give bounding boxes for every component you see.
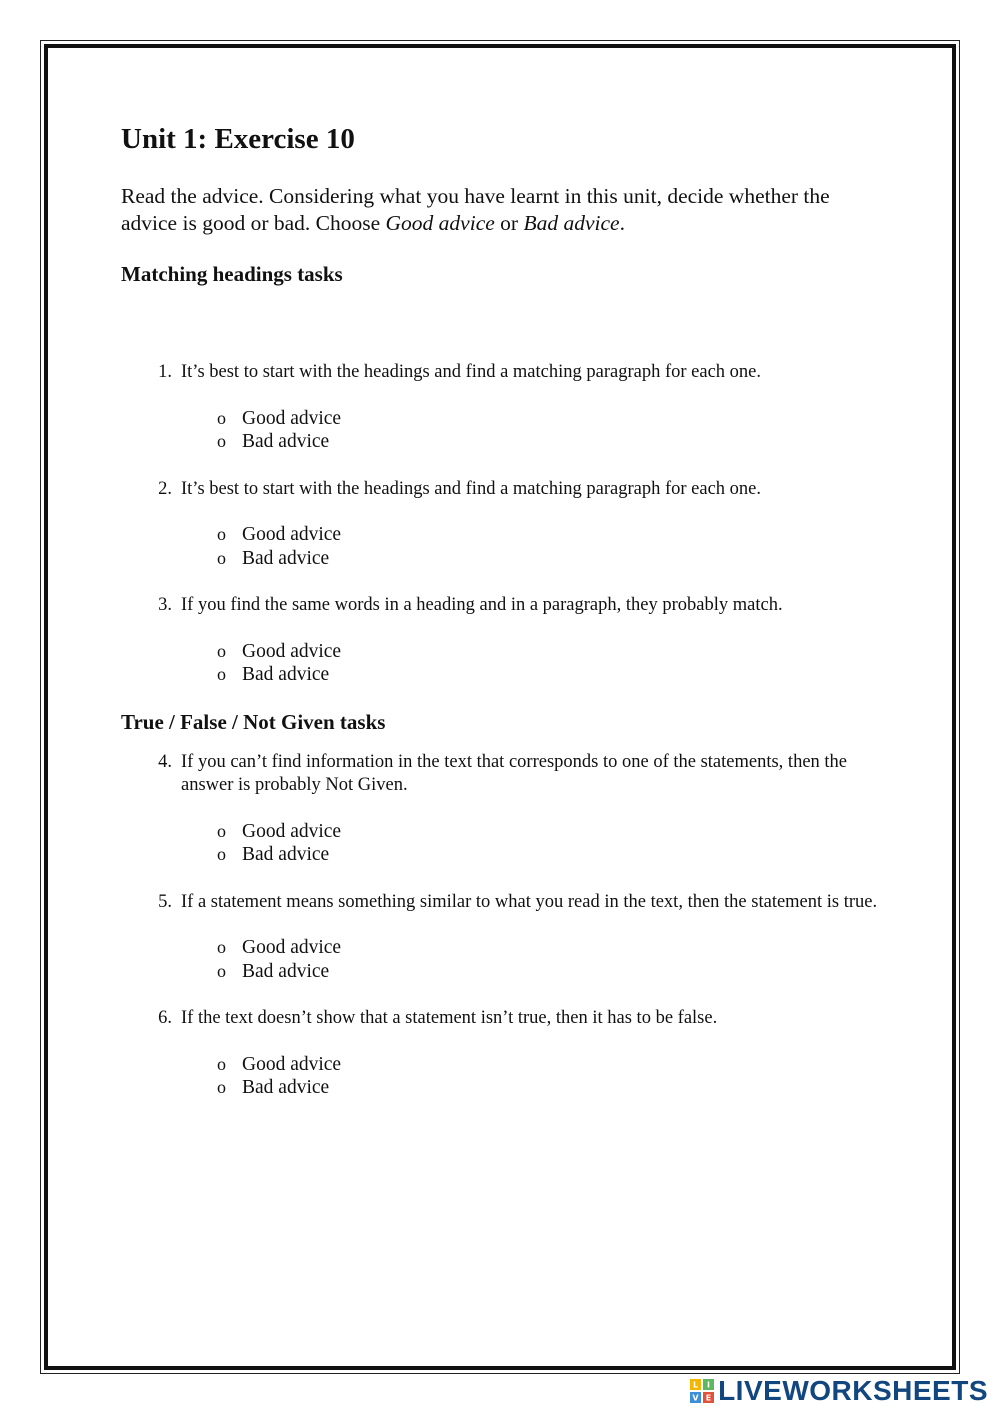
option-good-advice[interactable] [121,820,891,844]
liveworksheets-logo-icon [690,1379,714,1403]
radio-bullet-icon[interactable]: o [217,407,226,428]
option-bad-advice[interactable] [121,843,891,867]
option-label: Good advice [242,407,342,429]
instructions-bad-advice: Bad advice [523,211,620,235]
radio-bullet-icon[interactable]: o [217,431,226,451]
instructions-or: or [494,211,524,235]
question-list-matching [121,361,891,687]
question-item [121,361,891,454]
question-number: 6. [158,1008,172,1028]
question-number: 3. [158,595,172,615]
option-good-advice[interactable] [121,407,891,431]
question-number: 4. [158,751,172,772]
section-heading-true-false: True / False / Not Given tasks [121,709,386,734]
svg-text:I: I [707,1380,711,1390]
page-title: Unit 1: Exercise 10 [121,123,355,155]
question-number: 1. [158,362,172,382]
radio-bullet-icon[interactable]: o [217,1077,226,1097]
radio-bullet-icon[interactable]: o [217,524,226,544]
answer-options [121,820,891,867]
radio-bullet-icon[interactable]: o [217,1053,226,1074]
section-heading-matching: Matching headings tasks [121,262,343,286]
question-list-true-false [121,751,891,1100]
watermark-text: LIVEWORKSHEETS [718,1375,988,1406]
option-label: Good advice [242,820,342,842]
question-number: 2. [158,478,172,499]
radio-bullet-icon[interactable]: o [217,844,226,864]
answer-options [121,523,891,570]
option-label: Bad advice [242,547,330,569]
option-label: Good advice [242,640,342,662]
option-good-advice[interactable] [121,523,891,547]
radio-bullet-icon[interactable]: o [217,960,226,981]
question-text: If you find the same words in a heading and in a paragraph, they probably match. [181,595,783,615]
option-good-advice[interactable] [121,1053,891,1077]
instructions-end: . [619,211,625,235]
radio-bullet-icon[interactable]: o [217,820,226,841]
svg-text:L: L [693,1380,699,1390]
option-label: Bad advice [242,960,330,982]
instructions [121,183,891,237]
question-text: If you can’t find information in the text that corresponds to one of the statements, then the answer is probably Not Given. [181,751,847,795]
radio-bullet-icon[interactable]: o [217,937,226,957]
radio-bullet-icon[interactable]: o [217,640,226,661]
liveworksheets-watermark [690,1375,988,1407]
question-item [121,594,891,687]
svg-text:E: E [705,1393,712,1403]
question-number: 5. [158,891,172,912]
answer-options [121,640,891,687]
option-label: Good advice [242,1053,342,1075]
option-good-advice[interactable] [121,936,891,960]
question-item [121,478,891,571]
option-label: Bad advice [242,844,330,865]
question-item [121,891,891,984]
option-bad-advice[interactable] [121,663,891,687]
option-bad-advice[interactable] [121,960,891,984]
svg-text:V: V [692,1393,699,1403]
answer-options [121,1053,891,1100]
option-bad-advice[interactable] [121,1076,891,1100]
option-label: Bad advice [242,1077,330,1098]
instructions-good-advice: Good advice [385,211,495,235]
radio-bullet-icon[interactable]: o [217,664,226,684]
question-item [121,751,891,867]
option-label: Good advice [242,524,342,545]
option-label: Bad advice [242,664,330,685]
question-text: It’s best to start with the headings and find a matching paragraph for each one. [181,478,761,499]
question-text: It’s best to start with the headings and find a matching paragraph for each one. [181,362,761,382]
option-bad-advice[interactable] [121,430,891,454]
radio-bullet-icon[interactable]: o [217,547,226,568]
option-bad-advice[interactable] [121,547,891,571]
worksheet-content [121,118,891,1100]
option-label: Good advice [242,937,342,958]
answer-options [121,936,891,983]
instructions-text: Read the advice. Considering what you have learnt in this unit, decide whether the advice is good or bad. Choose [121,184,830,235]
option-good-advice[interactable] [121,640,891,664]
question-text: If the text doesn’t show that a statement isn’t true, then it has to be false. [181,1008,718,1028]
question-text: If a statement means something similar to what you read in the text, then the statement is true. [181,891,878,912]
option-label: Bad advice [242,431,330,452]
question-item [121,1007,891,1100]
answer-options [121,407,891,454]
